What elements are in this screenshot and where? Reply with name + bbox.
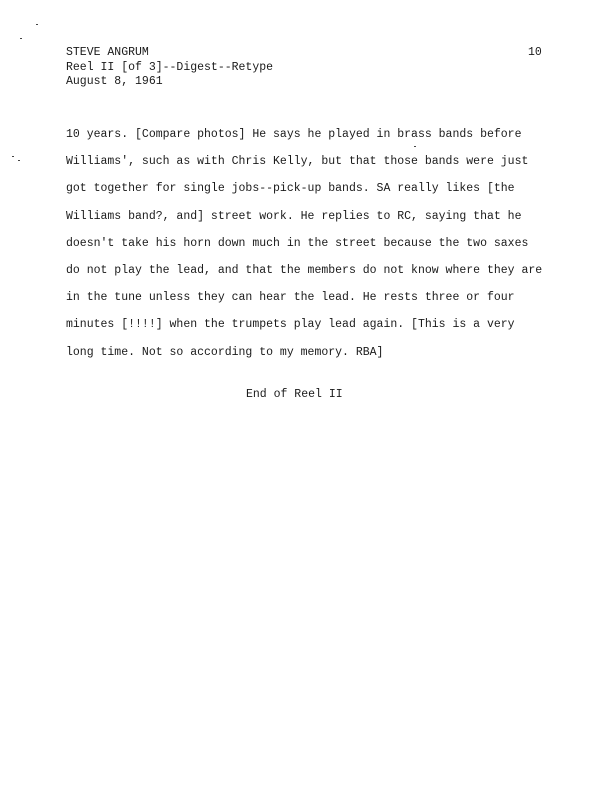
body-line: Williams band?, and] street work. He replies to RC, saying that he	[66, 209, 522, 223]
interview-date: August 8, 1961	[66, 75, 163, 88]
body-line: Williams', such as with Chris Kelly, but that those bands were just	[66, 155, 529, 169]
body-text	[66, 128, 566, 373]
scan-speck	[20, 38, 22, 39]
document-header	[66, 46, 273, 90]
body-line: do not play the lead, and that the members do not know where they are	[66, 263, 543, 277]
end-of-reel-note: End of Reel II	[246, 388, 343, 401]
scan-speck	[12, 156, 14, 157]
page-number: 10	[528, 46, 542, 59]
body-line: minutes [!!!!] when the trumpets play lead again. [This is a very	[66, 318, 515, 332]
scan-speck	[18, 160, 20, 161]
body-line: doesn't take his horn down much in the street because the two saxes	[66, 236, 529, 250]
reel-description: Reel II [of 3]--Digest--Retype	[66, 60, 274, 74]
interviewee-name: STEVE ANGRUM	[66, 46, 149, 59]
body-line: in the tune unless they can hear the lead. He rests three or four	[66, 291, 515, 305]
body-line: long time. Not so according to my memory. RBA]	[66, 345, 384, 359]
body-line: got together for single jobs--pick-up bands. SA really likes [the	[66, 182, 515, 196]
body-line: 10 years. [Compare photos] He says he played in brass bands before	[66, 128, 522, 141]
scan-speck	[414, 146, 416, 147]
scan-speck	[36, 24, 38, 25]
